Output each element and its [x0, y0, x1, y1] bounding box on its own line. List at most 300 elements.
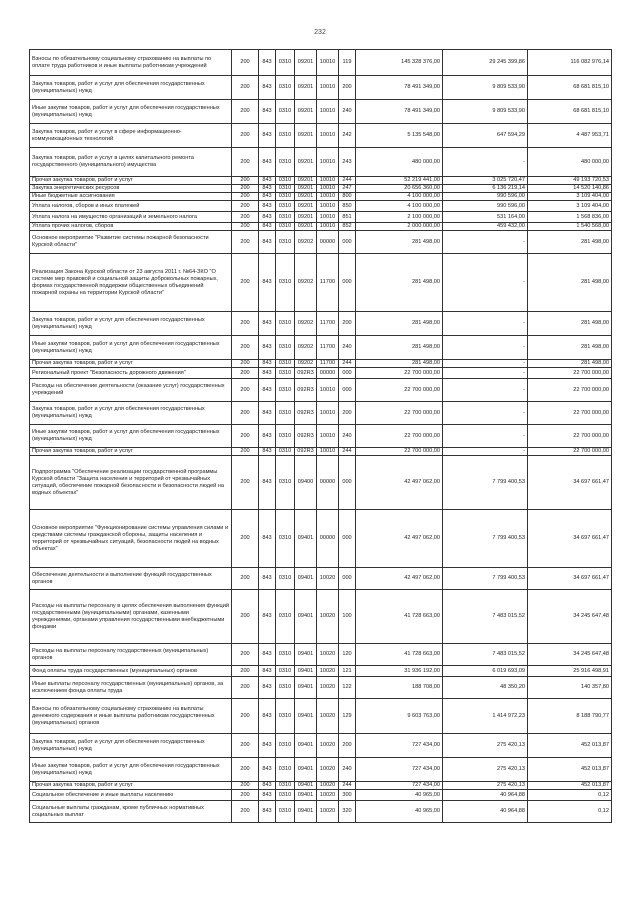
code-target-article-1: 09401: [295, 790, 317, 801]
amount-remaining: 452 013,87: [528, 734, 612, 758]
code-target-article-1: 09202: [295, 336, 317, 360]
row-description: Основное мероприятие "Развитие системы пожарной безопасности Курской области": [30, 231, 232, 254]
table-row: [30, 699, 612, 734]
amount-approved: 727 434,00: [356, 782, 443, 790]
amount-remaining: 68 681 815,10: [528, 100, 612, 124]
code-grbs: 843: [259, 448, 276, 456]
code-pr: 0310: [276, 666, 295, 677]
row-description: Основное мероприятие "Функционирование системы управления силами и средствами системы гражданской обороны, защиты населения и территорий от чрезвычайных ситуаций, безопасности людей на водных объектах": [30, 510, 232, 568]
table-row: [30, 336, 612, 360]
amount-approved: 5 135 548,00: [356, 124, 443, 148]
code-grbs: 843: [259, 223, 276, 231]
code-pr: 0310: [276, 336, 295, 360]
code-target-article-2: 11700: [317, 360, 339, 368]
code-target-article-2: 11700: [317, 254, 339, 312]
amount-executed: 7 799 400,53: [443, 568, 528, 590]
row-description: Прочая закупка товаров, работ и услуг: [30, 782, 232, 790]
code-grbs: 843: [259, 368, 276, 379]
code-target-article-2: 00000: [317, 456, 339, 510]
amount-approved: 281 498,00: [356, 231, 443, 254]
row-description: Региональный проект "Безопасность дорожного движения": [30, 368, 232, 379]
code-target-article-1: 09201: [295, 100, 317, 124]
code-target-article-2: 10020: [317, 758, 339, 782]
amount-executed: -: [443, 379, 528, 402]
code-grbs: 843: [259, 193, 276, 201]
code-target-article-2: 11700: [317, 312, 339, 336]
code-pr: 0310: [276, 231, 295, 254]
code-target-article-2: 10020: [317, 699, 339, 734]
page-number: 232: [314, 29, 326, 36]
table-row: [30, 801, 612, 823]
row-description: Иные закупки товаров, работ и услуг для обеспечения государственных (муниципальных) нужд: [30, 336, 232, 360]
row-description: Закупка товаров, работ и услуг для обеспечения государственных (муниципальных) нужд: [30, 76, 232, 100]
code-expense-type: 244: [339, 360, 356, 368]
amount-remaining: 22 700 000,00: [528, 425, 612, 448]
code-expense-type: 300: [339, 790, 356, 801]
amount-approved: 78 491 349,00: [356, 76, 443, 100]
table-row: [30, 100, 612, 124]
amount-executed: -: [443, 312, 528, 336]
row-description: Уплата налогов, сборов и иных платежей: [30, 201, 232, 212]
budget-table: [29, 49, 612, 823]
code-target-article-2: 11700: [317, 336, 339, 360]
amount-remaining: 49 193 720,53: [528, 177, 612, 185]
code-target-article-1: 09401: [295, 666, 317, 677]
code-grbs: 843: [259, 790, 276, 801]
amount-remaining: 34 697 661,47: [528, 510, 612, 568]
amount-remaining: 34 245 647,48: [528, 644, 612, 666]
amount-remaining: 1 540 568,00: [528, 223, 612, 231]
code-pr: 0310: [276, 177, 295, 185]
code-expense-type: 243: [339, 148, 356, 177]
row-description: Социальные выплаты гражданам, кроме публичных нормативных социальных выплат: [30, 801, 232, 823]
code-grbs: 843: [259, 734, 276, 758]
amount-approved: 22 700 000,00: [356, 425, 443, 448]
row-description: Иные бюджетные ассигнования: [30, 193, 232, 201]
amount-remaining: 68 681 815,10: [528, 76, 612, 100]
code-expense-type: 800: [339, 193, 356, 201]
amount-remaining: 281 498,00: [528, 336, 612, 360]
amount-executed: 48 350,20: [443, 677, 528, 699]
code-rz: 200: [232, 231, 259, 254]
amount-approved: 42 497 062,00: [356, 456, 443, 510]
table-row: [30, 368, 612, 379]
table-row: [30, 456, 612, 510]
row-description: Закупка товаров, работ и услуг в целях капитального ремонта государственного (муниципального) имущества: [30, 148, 232, 177]
code-target-article-2: 10020: [317, 568, 339, 590]
code-grbs: 843: [259, 379, 276, 402]
amount-executed: 647 594,29: [443, 124, 528, 148]
code-rz: 200: [232, 448, 259, 456]
row-description: Иные закупки товаров, работ и услуг для обеспечения государственных (муниципальных) нужд: [30, 758, 232, 782]
code-pr: 0310: [276, 590, 295, 644]
code-expense-type: 200: [339, 402, 356, 425]
code-rz: 200: [232, 201, 259, 212]
amount-executed: 531 164,00: [443, 212, 528, 223]
amount-remaining: 140 357,80: [528, 677, 612, 699]
code-pr: 0310: [276, 782, 295, 790]
code-pr: 0310: [276, 568, 295, 590]
code-grbs: 843: [259, 231, 276, 254]
code-expense-type: 240: [339, 336, 356, 360]
amount-remaining: 3 109 404,00: [528, 193, 612, 201]
code-target-article-2: 10020: [317, 590, 339, 644]
code-expense-type: 119: [339, 50, 356, 76]
row-description: Иные закупки товаров, работ и услуг для обеспечения государственных (муниципальных) нужд: [30, 100, 232, 124]
code-expense-type: 244: [339, 782, 356, 790]
code-rz: 200: [232, 193, 259, 201]
amount-executed: 9 809 533,90: [443, 100, 528, 124]
code-target-article-2: 10020: [317, 666, 339, 677]
code-target-article-2: 10010: [317, 177, 339, 185]
row-description: Взносы по обязательному социальному страхованию на выплаты денежного содержания и иные выплаты работникам государственных (муниципальных) органов: [30, 699, 232, 734]
code-rz: 200: [232, 590, 259, 644]
code-grbs: 843: [259, 360, 276, 368]
code-grbs: 843: [259, 185, 276, 193]
amount-approved: 281 498,00: [356, 254, 443, 312]
code-target-article-2: 10020: [317, 782, 339, 790]
code-target-article-1: 09401: [295, 568, 317, 590]
code-grbs: 843: [259, 201, 276, 212]
code-target-article-1: 09201: [295, 50, 317, 76]
amount-executed: -: [443, 425, 528, 448]
code-pr: 0310: [276, 456, 295, 510]
code-target-article-1: 09401: [295, 699, 317, 734]
code-rz: 200: [232, 677, 259, 699]
code-target-article-1: 09201: [295, 193, 317, 201]
code-expense-type: 200: [339, 76, 356, 100]
code-target-article-1: 09201: [295, 223, 317, 231]
code-rz: 200: [232, 379, 259, 402]
code-pr: 0310: [276, 801, 295, 823]
code-target-article-1: 092R3: [295, 379, 317, 402]
code-grbs: 843: [259, 425, 276, 448]
code-grbs: 843: [259, 677, 276, 699]
code-target-article-2: 10010: [317, 402, 339, 425]
amount-approved: 188 708,00: [356, 677, 443, 699]
amount-executed: 7 799 400,53: [443, 510, 528, 568]
table-row: [30, 124, 612, 148]
code-rz: 200: [232, 336, 259, 360]
code-rz: 200: [232, 360, 259, 368]
amount-approved: 281 498,00: [356, 336, 443, 360]
code-pr: 0310: [276, 193, 295, 201]
code-rz: 200: [232, 50, 259, 76]
code-pr: 0310: [276, 201, 295, 212]
code-pr: 0310: [276, 368, 295, 379]
code-rz: 200: [232, 801, 259, 823]
amount-executed: 29 245 399,86: [443, 50, 528, 76]
code-target-article-1: 09202: [295, 360, 317, 368]
amount-executed: -: [443, 148, 528, 177]
code-target-article-1: 09401: [295, 758, 317, 782]
amount-executed: 275 420,13: [443, 734, 528, 758]
code-rz: 200: [232, 402, 259, 425]
code-grbs: 843: [259, 590, 276, 644]
code-grbs: 843: [259, 402, 276, 425]
row-description: Прочая закупка товаров, работ и услуг: [30, 448, 232, 456]
code-pr: 0310: [276, 790, 295, 801]
code-pr: 0310: [276, 212, 295, 223]
code-pr: 0310: [276, 254, 295, 312]
amount-executed: 40 964,88: [443, 790, 528, 801]
row-description: Обеспечение деятельности и выполнение функций государственных органов: [30, 568, 232, 590]
row-description: Фонд оплаты труда государственных (муниципальных) органов: [30, 666, 232, 677]
amount-approved: 2 100 000,00: [356, 212, 443, 223]
code-grbs: 843: [259, 699, 276, 734]
code-expense-type: 240: [339, 758, 356, 782]
code-rz: 200: [232, 185, 259, 193]
amount-approved: 42 497 062,00: [356, 510, 443, 568]
code-expense-type: 121: [339, 666, 356, 677]
code-target-article-1: 09202: [295, 231, 317, 254]
code-target-article-2: 10010: [317, 185, 339, 193]
code-target-article-2: 00000: [317, 231, 339, 254]
amount-remaining: 480 000,00: [528, 148, 612, 177]
code-target-article-2: 00000: [317, 368, 339, 379]
row-description: Реализация Закона Курской области от 23 августа 2011 г. №64-ЗКО "О системе мер правовой и социальной защиты добровольных пожарных, формах государственной поддержки общественных объединений пожарной охраны на территории Курской области": [30, 254, 232, 312]
code-expense-type: 240: [339, 425, 356, 448]
code-target-article-2: 10010: [317, 223, 339, 231]
amount-executed: 1 414 972,23: [443, 699, 528, 734]
amount-executed: -: [443, 402, 528, 425]
table-row: [30, 76, 612, 100]
code-target-article-2: 10010: [317, 201, 339, 212]
amount-remaining: 452 013,87: [528, 782, 612, 790]
table-row: [30, 148, 612, 177]
amount-approved: 480 000,00: [356, 148, 443, 177]
amount-executed: -: [443, 254, 528, 312]
table-row: [30, 185, 612, 193]
row-description: Социальное обеспечение и иные выплаты населению: [30, 790, 232, 801]
row-description: Подпрограмма "Обеспечение реализации государственной программы Курской области "Защита населения и территорий от чрезвычайных ситуаций, обеспечение пожарной безопасности и безопасности людей на водных объектах": [30, 456, 232, 510]
code-target-article-2: 10010: [317, 76, 339, 100]
table-row: [30, 677, 612, 699]
budget-table-body: [30, 50, 612, 823]
table-row: [30, 510, 612, 568]
code-target-article-2: 00000: [317, 510, 339, 568]
code-grbs: 843: [259, 50, 276, 76]
amount-approved: 22 700 000,00: [356, 448, 443, 456]
table-row: [30, 666, 612, 677]
amount-executed: 7 799 400,53: [443, 456, 528, 510]
code-pr: 0310: [276, 379, 295, 402]
row-description: Закупка товаров, работ и услуг в сфере информационно-коммуникационных технологий: [30, 124, 232, 148]
table-row: [30, 360, 612, 368]
amount-remaining: 34 697 661,47: [528, 568, 612, 590]
code-target-article-1: 09202: [295, 254, 317, 312]
code-rz: 200: [232, 100, 259, 124]
table-row: [30, 177, 612, 185]
code-expense-type: 000: [339, 254, 356, 312]
amount-executed: 990 596,00: [443, 193, 528, 201]
table-row: [30, 379, 612, 402]
code-grbs: 843: [259, 312, 276, 336]
amount-approved: 42 497 062,00: [356, 568, 443, 590]
code-target-article-1: 092R3: [295, 448, 317, 456]
table-row: [30, 734, 612, 758]
amount-remaining: 281 498,00: [528, 231, 612, 254]
code-target-article-1: 092R3: [295, 425, 317, 448]
code-target-article-1: 09401: [295, 801, 317, 823]
amount-executed: 275 420,13: [443, 758, 528, 782]
code-target-article-1: 092R3: [295, 368, 317, 379]
code-target-article-1: 09201: [295, 124, 317, 148]
amount-approved: 52 219 441,00: [356, 177, 443, 185]
code-rz: 200: [232, 124, 259, 148]
code-pr: 0310: [276, 448, 295, 456]
code-rz: 200: [232, 734, 259, 758]
code-pr: 0310: [276, 360, 295, 368]
amount-remaining: 1 568 836,00: [528, 212, 612, 223]
amount-remaining: 34 245 647,48: [528, 590, 612, 644]
amount-approved: 2 000 000,00: [356, 223, 443, 231]
code-expense-type: 000: [339, 568, 356, 590]
code-grbs: 843: [259, 456, 276, 510]
amount-executed: 6 136 219,14: [443, 185, 528, 193]
code-target-article-1: 09201: [295, 185, 317, 193]
code-pr: 0310: [276, 185, 295, 193]
table-row: [30, 790, 612, 801]
amount-remaining: 34 697 661,47: [528, 456, 612, 510]
code-pr: 0310: [276, 76, 295, 100]
code-rz: 200: [232, 177, 259, 185]
code-target-article-2: 10010: [317, 379, 339, 402]
row-description: Закупка товаров, работ и услуг для обеспечения государственных (муниципальных) нужд: [30, 734, 232, 758]
code-expense-type: 244: [339, 177, 356, 185]
amount-executed: 3 025 720,47: [443, 177, 528, 185]
code-expense-type: 000: [339, 231, 356, 254]
row-description: Уплата налога на имущество организаций и земельного налога: [30, 212, 232, 223]
code-pr: 0310: [276, 402, 295, 425]
code-target-article-2: 10020: [317, 790, 339, 801]
amount-executed: 6 019 693,09: [443, 666, 528, 677]
code-grbs: 843: [259, 568, 276, 590]
code-target-article-2: 10020: [317, 801, 339, 823]
amount-remaining: 22 700 000,00: [528, 379, 612, 402]
code-pr: 0310: [276, 644, 295, 666]
table-row: [30, 782, 612, 790]
table-row: [30, 254, 612, 312]
code-expense-type: 120: [339, 644, 356, 666]
amount-executed: 7 483 015,52: [443, 644, 528, 666]
code-rz: 200: [232, 758, 259, 782]
code-grbs: 843: [259, 177, 276, 185]
table-row: [30, 425, 612, 448]
table-row: [30, 231, 612, 254]
code-target-article-1: 09401: [295, 510, 317, 568]
row-description: Иные выплаты персоналу государственных (муниципальных) органов, за исключением фонда оплаты труда: [30, 677, 232, 699]
row-description: Закупка энергетических ресурсов: [30, 185, 232, 193]
amount-remaining: 4 487 953,71: [528, 124, 612, 148]
code-pr: 0310: [276, 699, 295, 734]
code-rz: 200: [232, 510, 259, 568]
code-rz: 200: [232, 368, 259, 379]
row-description: Взносы по обязательному социальному страхованию на выплаты по оплате труда работников и иные выплаты работникам учреждений: [30, 50, 232, 76]
code-rz: 200: [232, 782, 259, 790]
row-description: Расходы на выплаты персоналу государственных (муниципальных) органов: [30, 644, 232, 666]
amount-remaining: 14 520 140,86: [528, 185, 612, 193]
code-target-article-1: 09201: [295, 177, 317, 185]
amount-approved: 78 491 349,00: [356, 100, 443, 124]
amount-approved: 727 434,00: [356, 758, 443, 782]
table-row: [30, 50, 612, 76]
code-rz: 200: [232, 666, 259, 677]
code-expense-type: 240: [339, 100, 356, 124]
code-grbs: 843: [259, 148, 276, 177]
row-description: Расходы на выплаты персоналу в целях обеспечения выполнения функций государственными (муниципальными) органами, казенными учреждениями, органами управления государственными внебюджетными фондами: [30, 590, 232, 644]
code-pr: 0310: [276, 223, 295, 231]
code-target-article-1: 09401: [295, 734, 317, 758]
code-grbs: 843: [259, 254, 276, 312]
code-expense-type: 122: [339, 677, 356, 699]
amount-executed: -: [443, 360, 528, 368]
code-pr: 0310: [276, 312, 295, 336]
code-target-article-1: 09401: [295, 590, 317, 644]
code-rz: 200: [232, 644, 259, 666]
code-grbs: 843: [259, 76, 276, 100]
code-grbs: 843: [259, 666, 276, 677]
code-expense-type: 320: [339, 801, 356, 823]
table-row: [30, 568, 612, 590]
code-pr: 0310: [276, 425, 295, 448]
code-target-article-2: 10010: [317, 448, 339, 456]
amount-executed: -: [443, 448, 528, 456]
code-expense-type: 852: [339, 223, 356, 231]
code-target-article-1: 092R3: [295, 402, 317, 425]
amount-remaining: 25 916 498,91: [528, 666, 612, 677]
row-description: Уплата прочих налогов, сборов: [30, 223, 232, 231]
code-grbs: 843: [259, 782, 276, 790]
code-target-article-2: 10020: [317, 644, 339, 666]
code-rz: 200: [232, 456, 259, 510]
code-pr: 0310: [276, 734, 295, 758]
code-target-article-1: 09202: [295, 312, 317, 336]
code-expense-type: 242: [339, 124, 356, 148]
amount-executed: -: [443, 368, 528, 379]
code-rz: 200: [232, 790, 259, 801]
code-rz: 200: [232, 223, 259, 231]
code-expense-type: 000: [339, 368, 356, 379]
code-grbs: 843: [259, 100, 276, 124]
amount-approved: 41 728 663,00: [356, 590, 443, 644]
amount-approved: 145 328 376,00: [356, 50, 443, 76]
code-pr: 0310: [276, 677, 295, 699]
code-target-article-1: 09400: [295, 456, 317, 510]
amount-remaining: 281 498,00: [528, 360, 612, 368]
code-target-article-2: 10020: [317, 677, 339, 699]
table-row: [30, 448, 612, 456]
code-pr: 0310: [276, 510, 295, 568]
amount-executed: 40 964,88: [443, 801, 528, 823]
code-grbs: 843: [259, 212, 276, 223]
amount-executed: 9 809 533,90: [443, 76, 528, 100]
code-expense-type: 200: [339, 312, 356, 336]
amount-approved: 22 700 000,00: [356, 402, 443, 425]
amount-approved: 281 498,00: [356, 360, 443, 368]
amount-remaining: 3 109 404,00: [528, 201, 612, 212]
code-target-article-2: 10010: [317, 100, 339, 124]
amount-executed: 459 432,00: [443, 223, 528, 231]
amount-approved: 727 434,00: [356, 734, 443, 758]
table-row: [30, 212, 612, 223]
code-expense-type: 850: [339, 201, 356, 212]
code-expense-type: 247: [339, 185, 356, 193]
code-rz: 200: [232, 148, 259, 177]
code-target-article-2: 10010: [317, 193, 339, 201]
row-description: Иные закупки товаров, работ и услуг для обеспечения государственных (муниципальных) нужд: [30, 425, 232, 448]
code-target-article-1: 09401: [295, 782, 317, 790]
